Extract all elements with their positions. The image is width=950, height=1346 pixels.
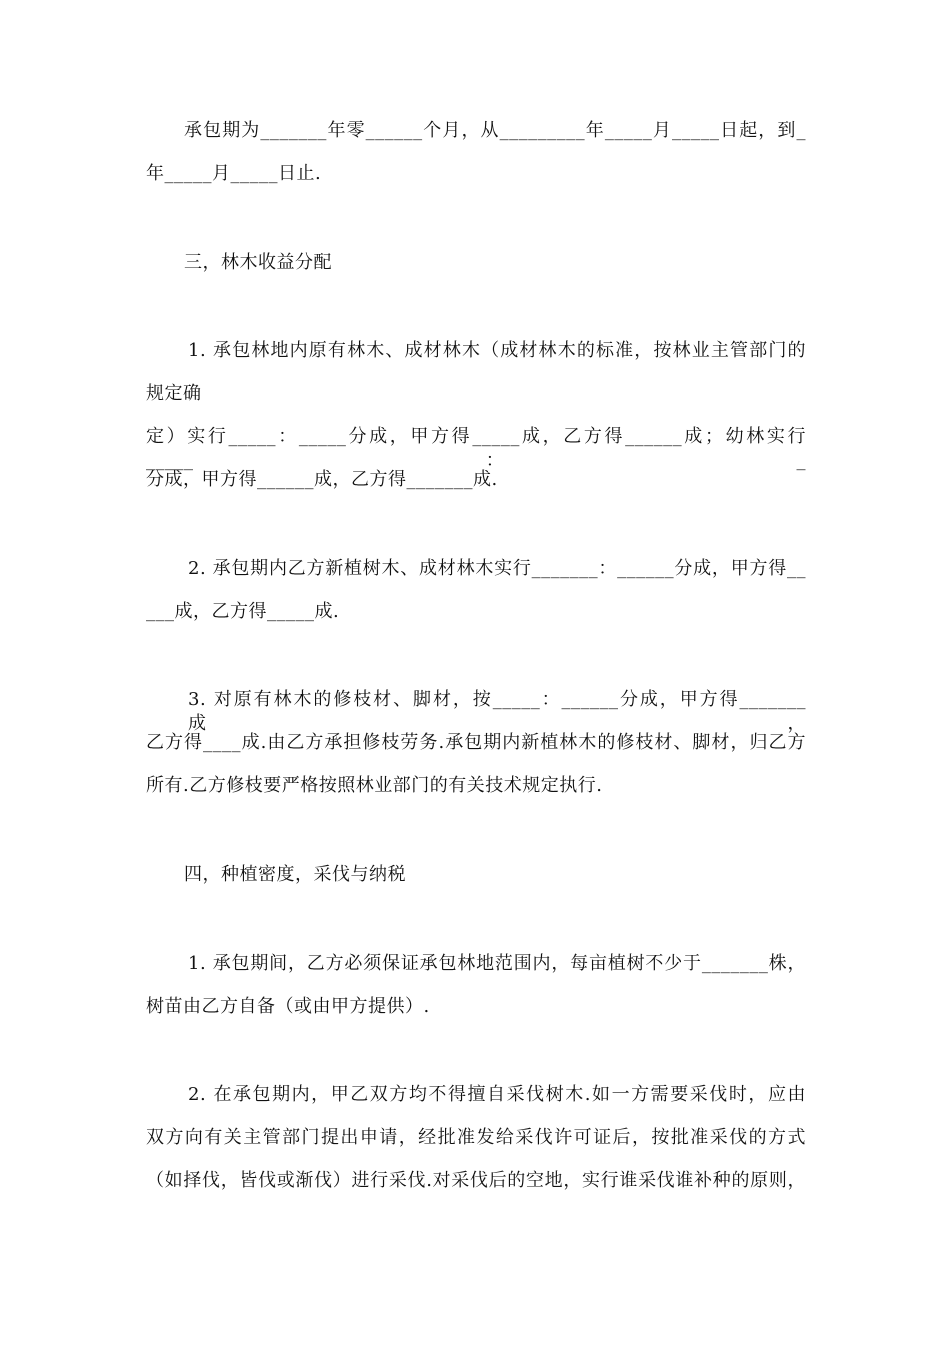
contract-period-line-cont: 年_____月_____日止.	[146, 163, 322, 184]
clause-3-3-line-cont: 所有.乙方修枝要严格按照林业部门的有关技术规定执行.	[146, 775, 603, 796]
contract-period-line: 承包期为_______年零______个月，从_________年_____月_____日起，到_	[184, 120, 806, 141]
clause-3-1-line-cont: 规定确	[146, 383, 202, 404]
clause-4-2-line: 2. 在承包期内，甲乙双方均不得擅自采伐树木.如一方需要采伐时，应由	[188, 1084, 806, 1105]
clause-3-1-line: 1. 承包林地内原有林木、成材林木（成材林木的标准，按林业主管部门的	[188, 340, 806, 361]
clause-3-1-line-cont: 定）实行_____：_____分成，甲方得_____成，乙方得______成；幼林实行_____：_	[146, 426, 806, 471]
clause-3-3-line: 3. 对原有林木的修枝材、脚材，按_____：______分成，甲方得_______成，	[188, 689, 806, 734]
clause-4-2-line-cont: 双方向有关主管部门提出申请，经批准发给采伐许可证后，按批准采伐的方式	[146, 1127, 806, 1148]
section-heading-3: 三，林木收益分配	[184, 252, 332, 273]
clause-3-2-line: 2. 承包期内乙方新植树木、成材林木实行_______：______分成，甲方得__	[188, 558, 806, 579]
clause-4-2-line-cont: （如择伐，皆伐或渐伐）进行采伐.对采伐后的空地，实行谁采伐谁补种的原则，	[146, 1170, 806, 1191]
clause-3-2-line-cont: ___成，乙方得_____成.	[146, 601, 340, 622]
clause-3-3-line-cont: 乙方得____成.由乙方承担修枝劳务.承包期内新植林木的修枝材、脚材，归乙方	[146, 732, 806, 753]
clause-4-1-line: 1. 承包期间，乙方必须保证承包林地范围内，每亩植树不少于_______株，	[188, 953, 806, 974]
clause-4-1-line-cont: 树苗由乙方自备（或由甲方提供）.	[146, 996, 430, 1017]
section-heading-4: 四，种植密度，采伐与纳税	[184, 864, 406, 885]
clause-3-1-line-cont: 分成，甲方得______成，乙方得_______成.	[146, 469, 498, 490]
